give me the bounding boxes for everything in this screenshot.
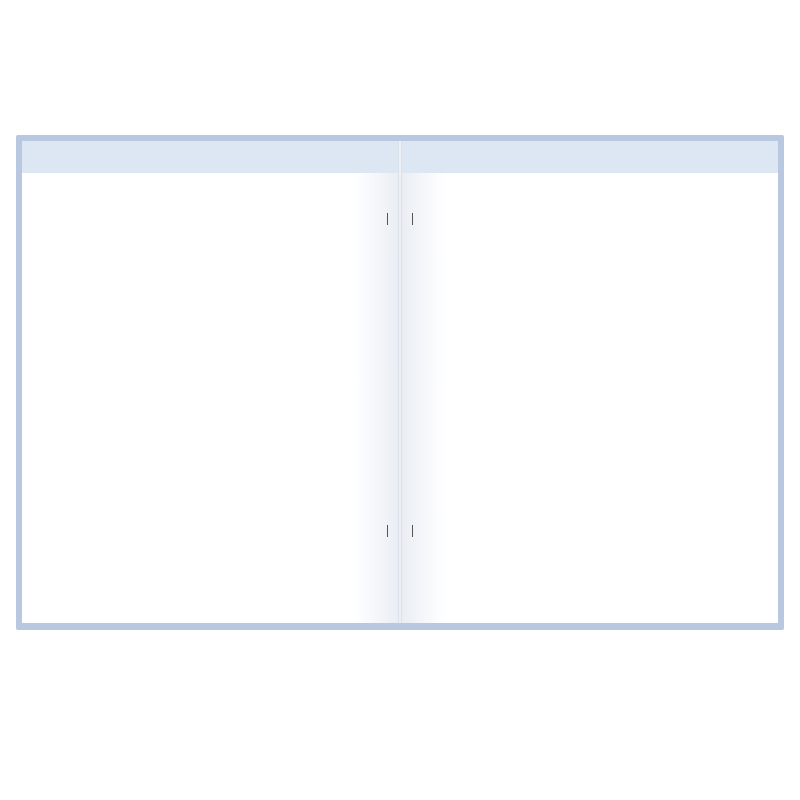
gutter-mark	[412, 213, 413, 225]
left-page	[22, 141, 400, 623]
book-spine	[398, 141, 402, 623]
gutter-mark	[387, 213, 388, 225]
right-page	[400, 141, 778, 623]
page-header-band	[400, 141, 778, 173]
page-header-band	[22, 141, 400, 173]
open-book	[16, 135, 784, 630]
gutter-mark	[412, 525, 413, 537]
gutter-mark	[387, 525, 388, 537]
